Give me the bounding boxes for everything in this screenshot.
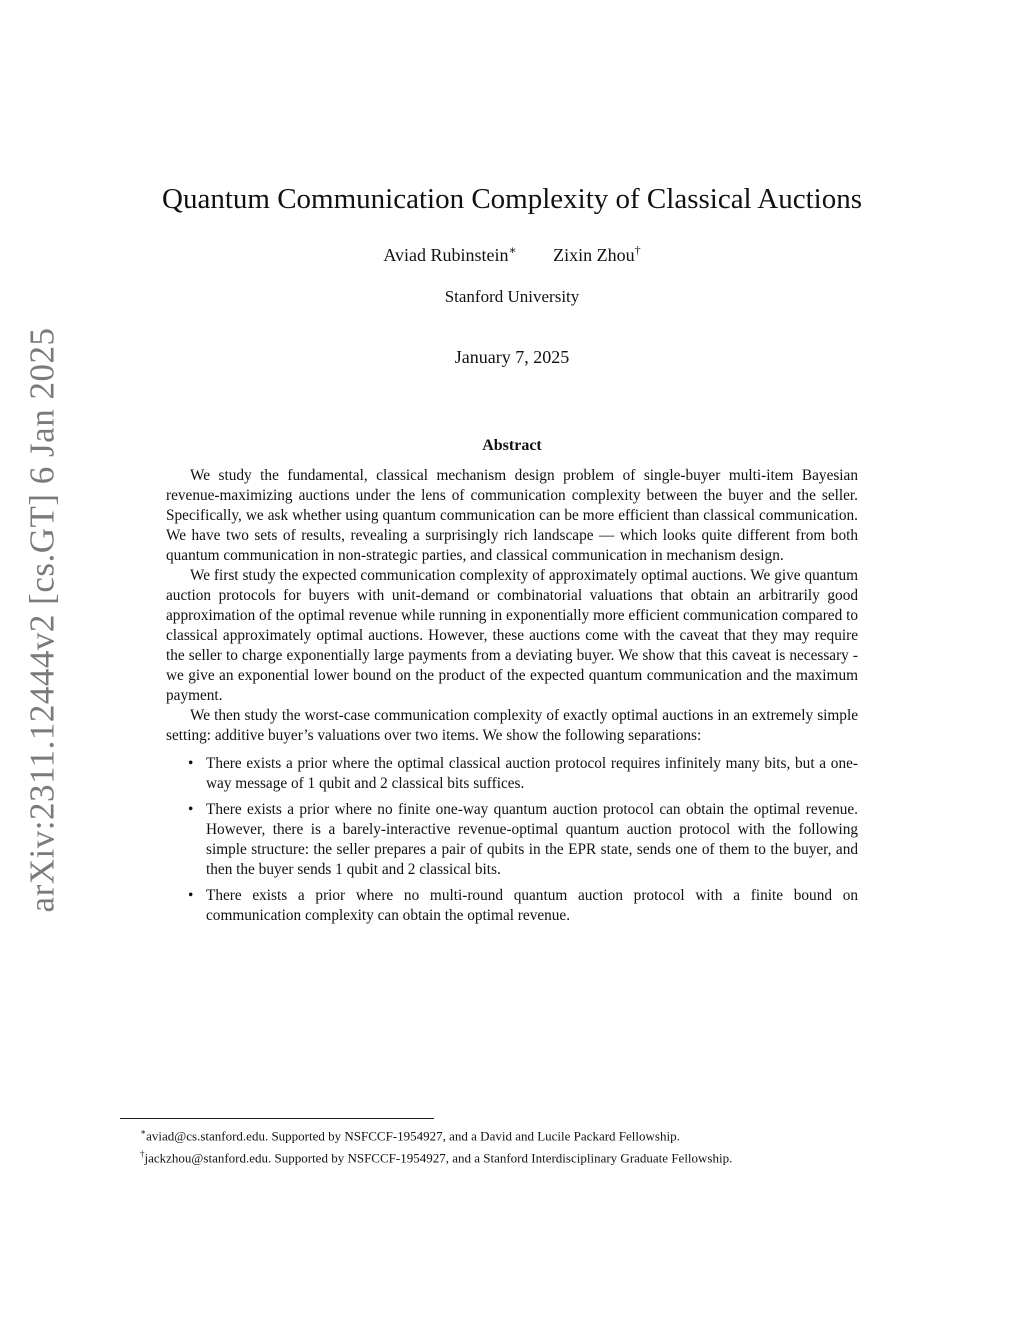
author-footnote-mark: † bbox=[634, 243, 641, 257]
list-item bbox=[166, 886, 858, 926]
footnote-mark: ∗ bbox=[140, 1127, 147, 1137]
bullet-icon: • bbox=[188, 801, 194, 818]
footnote-1 bbox=[140, 1123, 940, 1145]
abstract-paragraph: We study the fundamental, classical mechanism design problem of single-buyer multi-item Bayesian revenue-maximizing auctions under the lens of communication complexity between the buyer and the seller. Specifically, we ask whether using quantum communication can be more efficient than classical communication. We have two sets of results, revealing a surprisingly rich landscape — which looks quite different from both quantum communication in non-strategic parties, and classical communication in mechanism design. bbox=[166, 467, 858, 564]
footnotes bbox=[140, 1123, 940, 1168]
list-item bbox=[166, 800, 858, 880]
paper-date: January 7, 2025 bbox=[454, 347, 570, 367]
list-item bbox=[166, 754, 858, 794]
paper-title: Quantum Communication Complexity of Classical Auctions bbox=[162, 183, 862, 215]
footnote-mark: † bbox=[140, 1149, 145, 1160]
list-item-text: There exists a prior where no multi-round quantum auction protocol with a finite bound on communication complexity can obtain the optimal revenue. bbox=[206, 887, 858, 924]
footnote-text: jackzhou@stanford.edu. Supported by NSFCCF-1954927, and a Stanford Interdisciplinary Graduate Fellowship. bbox=[144, 1150, 733, 1166]
footnote-text: aviad@cs.stanford.edu. Supported by NSFCCF-1954927, and a David and Lucile Packard Fellowship. bbox=[146, 1128, 680, 1144]
abstract-body bbox=[166, 466, 858, 932]
list-item-text: There exists a prior where no finite one-way quantum auction protocol can obtain the optimal revenue. However, there is a barely-interactive revenue-optimal quantum auction protocol with the following simple structure: the seller prepares a pair of qubits in the EPR state, sends one of them to the buyer, and then the buyer sends 1 qubit and 2 classical bits. bbox=[206, 801, 858, 878]
author-name: Zixin Zhou bbox=[553, 245, 635, 265]
author-1 bbox=[383, 245, 516, 265]
footnote-divider bbox=[120, 1118, 434, 1119]
arxiv-identifier-text: arXiv:2311.12444v2 [cs.GT] 6 Jan 2025 bbox=[22, 327, 61, 913]
footnote-2 bbox=[140, 1145, 940, 1167]
abstract-heading: Abstract bbox=[482, 437, 542, 454]
list-item-text: There exists a prior where the optimal classical auction protocol requires infinitely many bits, but a one-way message of 1 qubit and 2 classical bits suffices. bbox=[206, 755, 858, 792]
author-2 bbox=[553, 245, 641, 265]
abstract-paragraph: We first study the expected communication complexity of approximately optimal auctions. We give quantum auction protocols for buyers with unit-demand or combinatorial valuations that obtain an arbitrarily good approximation of the optimal revenue while running in exponentially more efficient communication compared to classical approximately optimal auctions. However, these auctions come with the caveat that they may require the seller to charge exponentially large payments from a deviating buyer. We show that this caveat is necessary - we give an exponential lower bound on the product of the expected quantum communication and the maximum payment. bbox=[166, 567, 858, 704]
author-list bbox=[0, 243, 1024, 266]
separation-list bbox=[166, 754, 858, 926]
arxiv-identifier bbox=[12, 327, 72, 913]
abstract-paragraph: We then study the worst-case communication complexity of exactly optimal auctions in an extremely simple setting: additive buyer’s valuations over two items. We show the following separations: bbox=[166, 707, 858, 744]
author-name: Aviad Rubinstein bbox=[383, 245, 509, 265]
affiliation: Stanford University bbox=[444, 287, 580, 306]
bullet-icon: • bbox=[188, 755, 194, 772]
author-footnote-mark: ∗ bbox=[508, 243, 517, 257]
bullet-icon: • bbox=[188, 887, 194, 904]
